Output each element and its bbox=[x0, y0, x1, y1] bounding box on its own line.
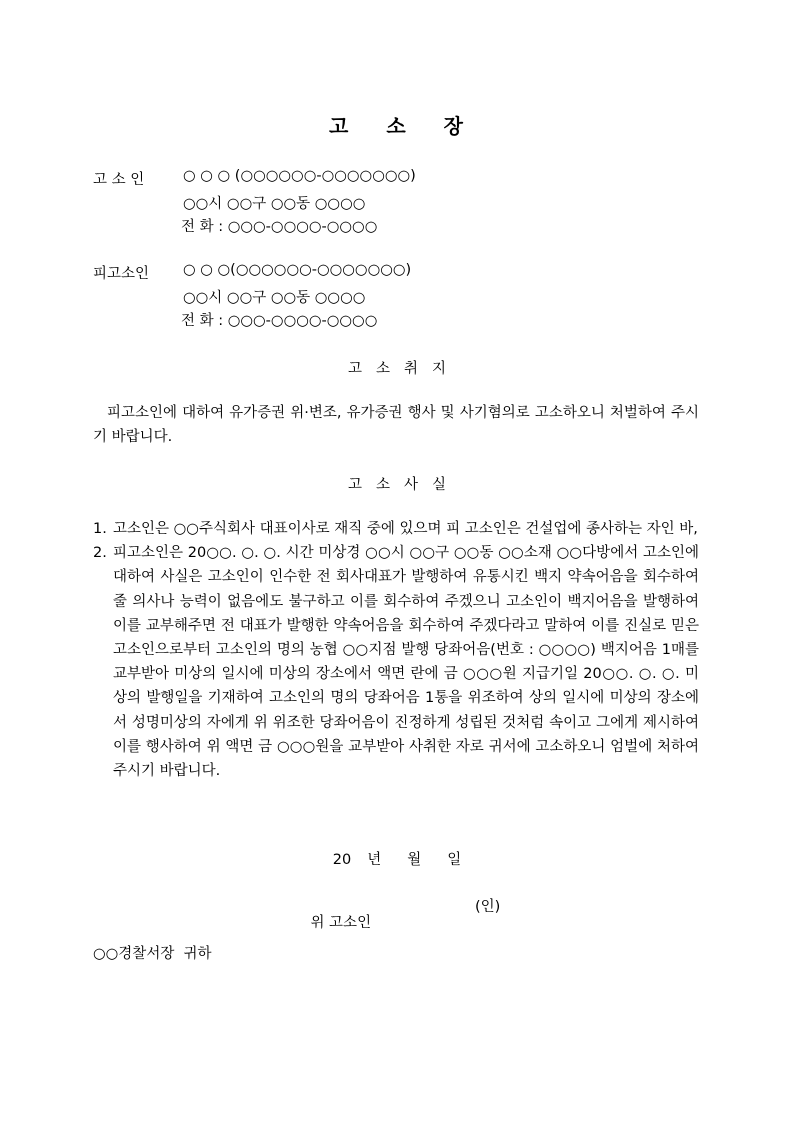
fact-number: 1. bbox=[93, 521, 107, 537]
heading-char: 고 bbox=[347, 361, 362, 377]
heading-char: 고 bbox=[347, 477, 362, 493]
accused-label: 피고소인 bbox=[93, 266, 150, 282]
heading-char: 실 bbox=[432, 477, 447, 493]
fact-item bbox=[93, 517, 699, 541]
complainant-label: 고 소 인 bbox=[93, 172, 145, 188]
fact-text: 피고소인은 20○○. ○. ○. 시간 미상경 ○○시 ○○구 ○○동 ○○소재 ○○다방에서 고소인에 대하여 사실은 고소인이 인수한 전 회사대표가 발행하여 유통시킨 백지 약속어음을 회수하여 줄 의사나 능력이 없음에도 불구하고 이를 회수하여 주겠으니 고소인이 백지어음을 발행하여 이를 교부해주면 전 대표가 발행한 약속어음을 회수하여 주겠다라고 말하여 이를 진실로 믿은 고소인으로부터 고소인의 명의 농협 ○○지점 발행 당좌어음(번호 : ○○○○) 백지어음 1매를 교부받아 미상의 일시에 미상의 장소에서 액면 란에 금 ○○○원 지급기일 20○○. ○. ○. 미상의 발행일을 기재하여 고소인의 명의 당좌어음 1통을 위조하여 상의 일시에 미상의 장소에서 성명미상의 자에게 위 위조한 당좌어음이 진정하게 성립된 것처럼 속이고 그에게 제시하여 이를 행사하여 위 액면 금 ○○○원을 교부받아 사취한 자로 귀서에 고소하오니 엄벌에 처하여 주시기 바랍니다. bbox=[113, 545, 699, 780]
filing-date bbox=[0, 848, 794, 869]
complainant-name: ○ ○ ○ (○○○○○○-○○○○○○○) bbox=[183, 168, 416, 184]
title-char: 고 bbox=[329, 114, 351, 138]
signature-label: 위 고소인 bbox=[310, 915, 372, 931]
purpose-text: 피고소인에 대하여 유가증권 위·변조, 유가증권 행사 및 사기혐의로 고소하오니 처벌하여 주시기 바랍니다. bbox=[93, 405, 699, 445]
date-year: 20 bbox=[332, 852, 352, 868]
complainant-block bbox=[93, 168, 713, 238]
accused-block bbox=[93, 262, 713, 332]
facts-list bbox=[93, 517, 699, 783]
accused-phone: 전 화 : ○○○-○○○○-○○○○ bbox=[181, 313, 378, 329]
purpose-heading bbox=[0, 357, 794, 378]
signature-line bbox=[292, 895, 501, 964]
accused-address: ○○시 ○○구 ○○동 ○○○○ bbox=[183, 290, 366, 306]
heading-char: 소 bbox=[375, 477, 390, 493]
date-month-unit: 월 bbox=[407, 852, 422, 868]
heading-char: 지 bbox=[432, 361, 447, 377]
fact-item bbox=[93, 541, 699, 783]
heading-char: 소 bbox=[375, 361, 390, 377]
heading-char: 취 bbox=[404, 361, 419, 377]
fact-text: 고소인은 ○○주식회사 대표이사로 재직 중에 있으며 피 고소인은 건설업에 종사하는 자인 바, bbox=[113, 521, 698, 537]
document-title bbox=[0, 110, 794, 139]
fact-number: 2. bbox=[93, 545, 107, 562]
title-char: 소 bbox=[386, 114, 408, 138]
complainant-phone: 전 화 : ○○○-○○○○-○○○○ bbox=[181, 219, 378, 235]
heading-char: 사 bbox=[404, 477, 419, 493]
complainant-address: ○○시 ○○구 ○○동 ○○○○ bbox=[183, 196, 366, 212]
date-year-unit: 년 bbox=[367, 852, 382, 868]
title-char: 장 bbox=[443, 114, 465, 138]
seal-mark: (인) bbox=[475, 899, 501, 915]
facts-heading bbox=[0, 473, 794, 494]
accused-name: ○ ○ ○(○○○○○○-○○○○○○○) bbox=[183, 262, 412, 278]
recipient: ○○경찰서장 귀하 bbox=[93, 946, 212, 962]
date-day-unit: 일 bbox=[447, 852, 462, 868]
